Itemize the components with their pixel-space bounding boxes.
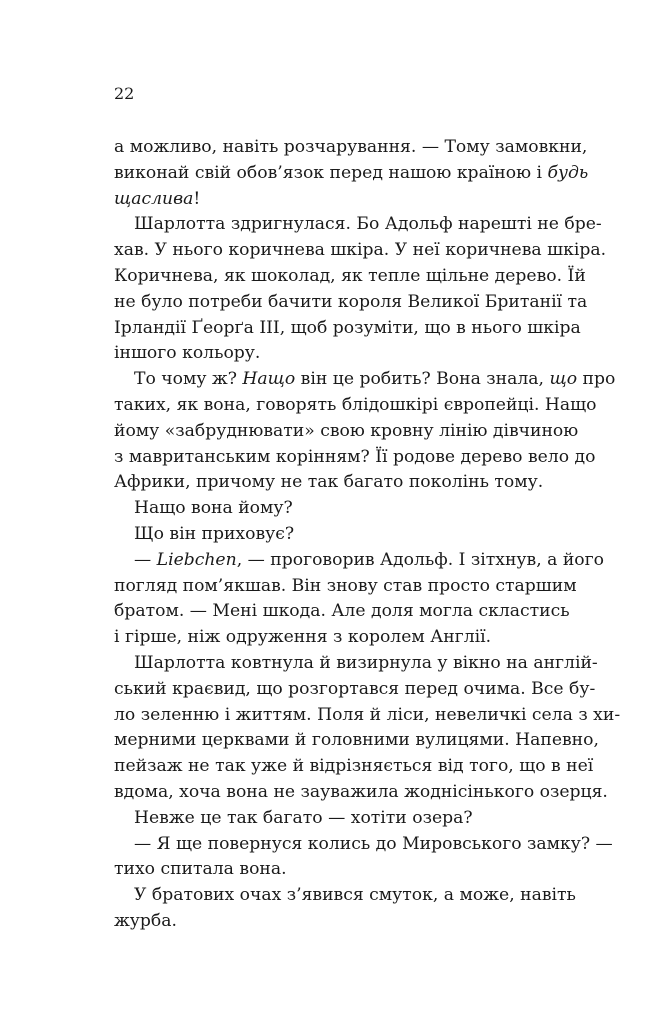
text-line: [114, 212, 602, 238]
text-span: а можливо, навіть розчарування. — Тому замовкни,: [114, 137, 588, 157]
italic-text: Нащо: [242, 369, 296, 390]
text-line: [114, 290, 588, 316]
text-span: —: [134, 549, 157, 570]
text-line: [114, 522, 544, 548]
text-span: йому «забруднювати» свою кровну лінію дівчиною: [114, 420, 579, 441]
text-span: У братових очах з’явився смуток, а може, навіть: [134, 885, 576, 906]
text-span: Шарлотта здригнулася. Бо Адольф нарешті не бре-: [134, 214, 602, 235]
text-line: [114, 341, 544, 367]
text-span: виконай свій обов’язок перед нашою країною і: [114, 162, 548, 183]
text-line: [114, 883, 576, 909]
text-span: Африки, причому не так багато поколінь тому.: [114, 472, 544, 493]
text-span: Коричнева, як шоколад, як тепле щільне дерево. Їй: [114, 265, 586, 286]
text-line: [114, 316, 581, 342]
text-span: вдома, хоча вона не зауважила жоднісінького озерця.: [114, 781, 608, 802]
text-line: [114, 625, 544, 651]
text-span: Ірландії Ґеорґа ІІІ, щоб розуміти, що в нього шкіра: [114, 317, 581, 338]
text-span: , — проговорив Адольф. І зітхнув, а його: [236, 549, 605, 570]
text-line: [114, 367, 616, 393]
text-line: [114, 470, 544, 496]
text-span: Шарлотта ковтнула й визирнула у вікно на англій-: [134, 652, 598, 673]
text-line: [114, 599, 570, 625]
text-line: [114, 419, 579, 445]
italic-text: Liebchen: [156, 549, 237, 570]
text-span: ський краєвид, що розгортався перед очима. Все бу-: [114, 678, 596, 699]
text-span: пейзаж не так уже й відрізняється від того, що в неї: [114, 756, 594, 777]
text-line: [114, 574, 577, 600]
text-span: Нащо вона йому?: [134, 498, 293, 519]
text-span: ло зеленню і життям. Поля й ліси, невеличкі села з хи-: [114, 704, 621, 725]
text-span: тихо спитала вона.: [114, 859, 287, 880]
text-line: [114, 754, 594, 780]
text-span: мерними церквами й головними вулицями. Напевно,: [114, 730, 599, 751]
text-span: з мавританським корінням? Її родове дерево вело до: [114, 446, 596, 467]
text-line: [114, 238, 607, 264]
text-span: — Я ще повернуся колись до Мировського замку? —: [134, 833, 613, 854]
text-line: [114, 187, 544, 213]
italic-text: щаслива: [114, 188, 194, 209]
text-line: [114, 161, 589, 187]
text-line: [114, 857, 544, 883]
text-line: [114, 496, 544, 522]
text-line: [114, 651, 598, 677]
text-span: !: [193, 188, 201, 209]
text-span: він це робить? Вона знала,: [295, 369, 550, 390]
text-line: [114, 548, 605, 574]
text-line: [114, 445, 596, 471]
page-number: 22: [114, 84, 135, 103]
text-line: [114, 135, 588, 161]
text-line: [114, 832, 613, 858]
body-text: [114, 135, 621, 935]
text-line: [114, 264, 586, 290]
text-span: То чому ж?: [134, 369, 243, 390]
text-span: братом. — Мені шкода. Але доля могла скластись: [114, 601, 570, 622]
text-span: хав. У нього коричнева шкіра. У неї коричнева шкіра.: [114, 240, 607, 261]
text-span: таких, як вона, говорять блідошкірі європейці. Нащо: [114, 394, 597, 415]
text-span: про: [577, 369, 616, 390]
text-line: [114, 780, 608, 806]
text-span: Що він приховує?: [134, 523, 295, 544]
text-line: [114, 909, 544, 935]
italic-text: будь: [547, 162, 589, 183]
text-span: іншого кольору.: [114, 343, 261, 364]
text-span: не було потреби бачити короля Великої Британії та: [114, 291, 588, 312]
text-line: [114, 703, 621, 729]
text-span: Невже це так багато — хотіти озера?: [134, 807, 473, 828]
italic-text: що: [549, 369, 578, 390]
text-line: [114, 677, 596, 703]
text-span: журба.: [114, 910, 177, 931]
text-line: [114, 393, 597, 419]
text-span: погляд пом’якшав. Він знову став просто старшим: [114, 575, 577, 596]
text-span: і гірше, ніж одруження з королем Англії.: [114, 627, 492, 648]
text-line: [114, 806, 544, 832]
text-line: [114, 728, 599, 754]
